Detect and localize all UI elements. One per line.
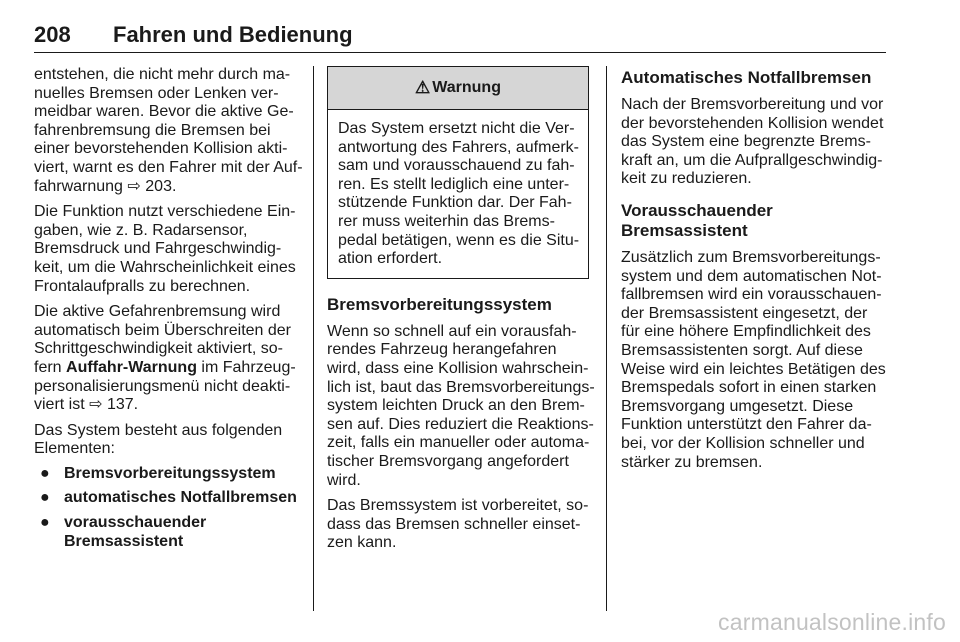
list-item: ● vorausschauender Bremsassistent (40, 514, 207, 550)
page-title: Fahren und Bedienung (113, 22, 353, 47)
bullet-icon: ● (40, 489, 50, 507)
paragraph-inputs: Die Funktion nutzt verschiedene Ein- gaben, wie z. B. Radarsensor, Bremsdruck und Fahrgeschwindig- keit, um die Wahrscheinlichkeit eines Frontalaufpralls zu berechnen. (34, 203, 296, 295)
warning-box (327, 66, 589, 279)
paragraph-bremsassistent: Zusätzlich zum Bremsvorbereitungs- system und dem automatischen Not- fallbremsen wird ein vorausschauen- der Bremsassistent eingesetzt, der für eine höhere Empfindlichkeit des Bremsassistenten sorgt. Auf diese Weise wird ein leichtes Betätigen des Bremspedals sofort in einen starken Bremsvorgang umgesetzt. Diese Funktion unterstützt den Fahrer da- bei, vor der Kollision schneller und stärker zu bremsen. (621, 248, 886, 471)
paragraph-activation: Die aktive Gefahrenbremsung wird automatisch beim Überschreiten der Schrittgeschwindigkeit aktiviert, so- fern Auffahr-Warnung im Fahrzeug- personalisierungsmenü nicht deakti- viert ist ⇨ 137. (34, 303, 296, 414)
reference-arrow-icon: ⇨ (127, 177, 141, 195)
element-list (34, 465, 304, 551)
section-heading-bremsassistent: Vorausschauender Bremsassistent (621, 200, 773, 240)
paragraph-notfallbremsen: Nach der Bremsvorbereitung und vor der bevorstehenden Kollision wendet das System eine begrenzte Brems- kraft an, um die Aufprallgeschwindig- keit zu reduzieren. (621, 96, 884, 188)
column-divider-2 (606, 66, 607, 611)
warning-text: Das System ersetzt nicht die Ver- antwortung des Fahrers, aufmerk- sam und vorausschauend zu fah- ren. Es stellt lediglich eine unter- stützende Funktion dar. Der Fah- rer muss weiterhin das Brems- pedal betätigen, wenn es die Situ- ation erfordert. (338, 120, 580, 268)
column-3 (621, 66, 891, 479)
list-item: ● automatisches Notfallbremsen (40, 489, 297, 507)
bullet-icon: ● (40, 514, 50, 532)
paragraph-bremsvorbereitung: Wenn so schnell auf ein vorausfah- rendes Fahrzeug herangefahren wird, dass eine Kollision wahrschein- lich ist, baut das Bremsvorbereitungs- system leichten Druck an den Brem- sen auf. Dies reduziert die Reaktions- zeit, falls ein manueller oder automa- tischer Bremsvorgang angefordert wird. (327, 322, 595, 489)
paragraph-elements: Das System besteht aus folgenden Elementen: (34, 421, 283, 458)
term-auffahr-warnung: Auffahr-Warnung (66, 358, 197, 376)
paragraph-bremssystem: Das Bremssystem ist vorbereitet, so- dass das Bremsen schneller einset- zen kann. (327, 497, 589, 552)
section-heading-bremsvorbereitung: Bremsvorbereitungssystem (327, 294, 552, 314)
column-divider-1 (313, 66, 314, 611)
page-header (34, 22, 886, 52)
page-number: 208 (34, 22, 71, 47)
warning-triangle-icon: ⚠ (415, 77, 431, 97)
reference-arrow-icon: ⇨ (89, 396, 103, 414)
warning-header (328, 67, 588, 110)
bullet-icon: ● (40, 464, 50, 482)
column-2 (327, 66, 595, 560)
page-reference-link[interactable]: 203. (145, 177, 177, 195)
watermark-brand: carmanualsonline.info (718, 609, 946, 635)
page-reference-link[interactable]: 137. (106, 396, 139, 414)
paragraph-intro: entstehen, die nicht mehr durch ma- nuelles Bremsen oder Lenken ver- meidbar waren. Bevor die aktive Ge- fahrenbremsung die Bremsen bei einer bevorstehenden Kollision akti- viert, warnt es den Fahrer mit der Auf- fahrwarnung ⇨ 203. (34, 66, 303, 195)
list-item: ● Bremsvorbereitungssystem (40, 464, 276, 482)
warning-title: Warnung (432, 78, 501, 96)
column-1 (34, 66, 304, 557)
section-heading-notfallbremsen: Automatisches Notfallbremsen (621, 68, 872, 87)
header-rule (34, 52, 886, 53)
